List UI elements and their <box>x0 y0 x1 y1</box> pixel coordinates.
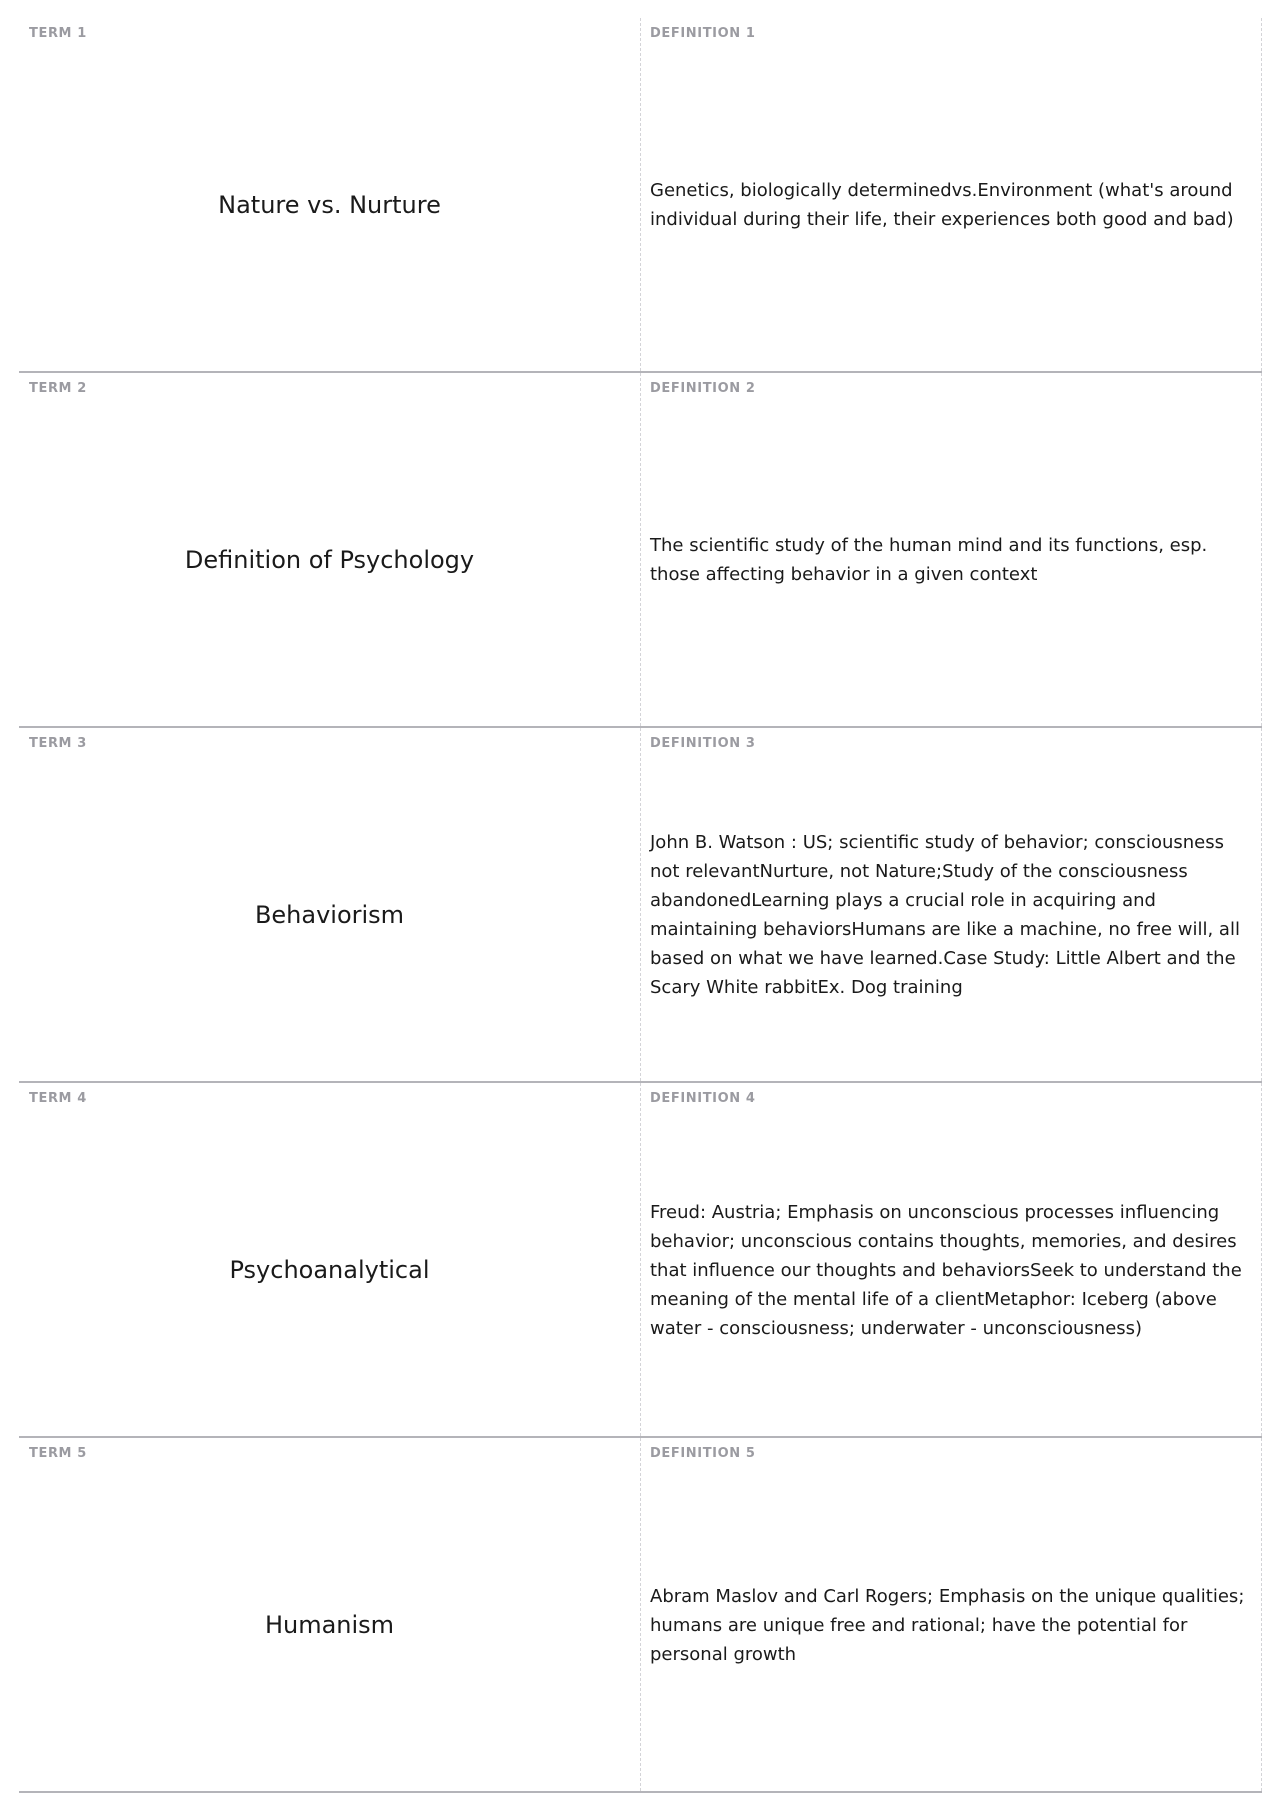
definition-label: DEFINITION 2 <box>650 381 756 396</box>
term-text: Nature vs. Nurture <box>218 191 441 219</box>
term-label: TERM 1 <box>29 26 87 41</box>
definition-content <box>641 45 1261 365</box>
definition-content <box>641 400 1261 720</box>
definition-label: DEFINITION 4 <box>650 1091 756 1106</box>
flashcard-row-1 <box>19 18 1262 373</box>
flashcard-row-3 <box>19 728 1262 1083</box>
definition-cell <box>641 728 1262 1081</box>
term-label: TERM 4 <box>29 1091 87 1106</box>
definition-cell <box>641 373 1262 726</box>
term-cell <box>19 18 641 371</box>
term-text: Humanism <box>264 1611 395 1639</box>
definition-text: Genetics, biologically determinedvs.Environment (what's around individual during their life, their experiences both good and bad) <box>650 180 1234 230</box>
definition-text: Abram Maslov and Carl Rogers; Emphasis on the unique qualities; humans are unique free and rational; have the potential for personal growth <box>650 1585 1245 1665</box>
term-cell <box>19 373 641 726</box>
term-content <box>19 45 640 365</box>
term-text: Behaviorism <box>254 901 405 929</box>
definition-text: The scientific study of the human mind and its functions, esp. those affecting behavior in a given context <box>650 535 1208 585</box>
term-text: Definition of Psychology <box>184 546 475 574</box>
flashcard-row-4 <box>19 1083 1262 1438</box>
definition-cell <box>641 1083 1262 1436</box>
definition-label: DEFINITION 5 <box>650 1446 756 1461</box>
term-text: Psychoanalytical <box>229 1256 430 1284</box>
definition-label: DEFINITION 1 <box>650 26 756 41</box>
term-label: TERM 3 <box>29 736 87 751</box>
definition-content <box>641 1110 1261 1430</box>
term-content <box>19 1465 640 1785</box>
term-cell <box>19 728 641 1081</box>
definition-cell <box>641 18 1262 371</box>
definition-cell <box>641 1438 1262 1791</box>
definition-label: DEFINITION 3 <box>650 736 756 751</box>
term-label: TERM 2 <box>29 381 87 396</box>
flashcard-row-2 <box>19 373 1262 728</box>
term-content <box>19 1110 640 1430</box>
flashcard-sheet <box>19 18 1262 1793</box>
flashcard-row-5 <box>19 1438 1262 1793</box>
definition-content <box>641 755 1261 1075</box>
definition-text: Freud: Austria; Emphasis on unconscious processes influencing behavior; unconscious contains thoughts, memories, and desires that influence our thoughts and behaviorsSeek to understand the meaning of the mental life of a clientMetaphor: Iceberg (above water - consciousness; underwater - unconsciousness) <box>650 1201 1242 1339</box>
term-content <box>19 400 640 720</box>
term-cell <box>19 1438 641 1791</box>
definition-text: John B. Watson : US; scientific study of behavior; consciousness not relevantNurture, not Nature;Study of the consciousness abandonedLearning plays a crucial role in acquiring and maintaining behaviorsHumans are like a machine, no free will, all based on what we have learned.Case Study: Little Albert and the Scary White rabbitEx. Dog training <box>650 832 1240 998</box>
term-content <box>19 755 640 1075</box>
definition-content <box>641 1465 1261 1785</box>
term-cell <box>19 1083 641 1436</box>
term-label: TERM 5 <box>29 1446 87 1461</box>
